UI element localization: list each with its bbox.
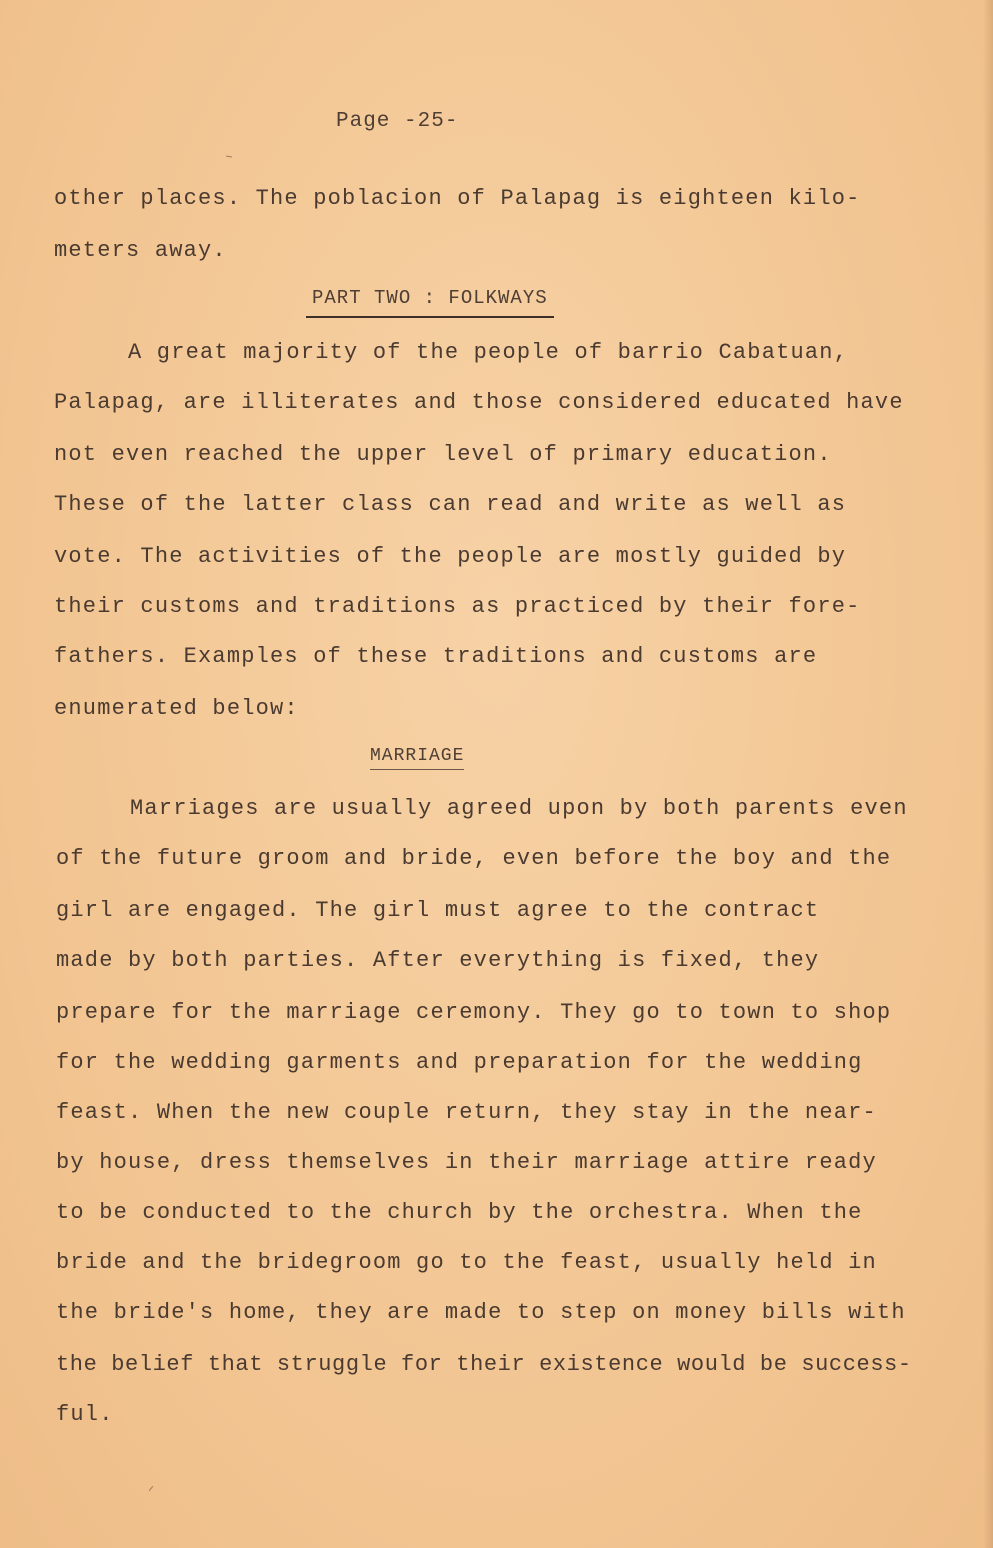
body-line: the belief that struggle for their existence would be success- (56, 1352, 912, 1377)
body-line: fathers. Examples of these traditions and customs are (54, 644, 818, 669)
body-line: Marriages are usually agreed upon by both parents even (130, 796, 908, 821)
intro-line: other places. The poblacion of Palapag is eighteen kilo- (54, 186, 861, 211)
stray-pencil-mark (149, 1486, 154, 1491)
body-line: by house, dress themselves in their marriage attire ready (56, 1150, 877, 1175)
body-line: not even reached the upper level of primary education. (54, 442, 832, 467)
body-line: the bride's home, they are made to step on money bills with (56, 1300, 906, 1325)
page-number: Page -25- (336, 110, 459, 133)
body-line: prepare for the marriage ceremony. They go to town to shop (56, 1000, 892, 1025)
body-line: enumerated below: (54, 696, 299, 721)
body-line: to be conducted to the church by the orchestra. When the (56, 1200, 863, 1225)
body-line: of the future groom and bride, even before the boy and the (56, 846, 892, 871)
body-line: vote. The activities of the people are mostly guided by (54, 544, 847, 569)
section-heading: PART TWO : FOLKWAYS (312, 287, 548, 309)
body-line: bride and the bridegroom go to the feast, usually held in (56, 1250, 877, 1275)
body-line: These of the latter class can read and write as well as (54, 492, 847, 517)
body-line: ful. (56, 1402, 114, 1427)
body-line: Palapag, are illiterates and those considered educated have (54, 390, 904, 415)
body-line: A great majority of the people of barrio Cabatuan, (128, 340, 849, 365)
intro-line: meters away. (54, 238, 227, 263)
body-line: girl are engaged. The girl must agree to the contract (56, 898, 820, 923)
subheading-marriage: MARRIAGE (370, 746, 465, 766)
body-line: their customs and traditions as practiced by their fore- (54, 594, 861, 619)
stray-pencil-mark (226, 155, 232, 157)
body-line: feast. When the new couple return, they stay in the near- (56, 1100, 877, 1125)
body-line: made by both parties. After everything is fixed, they (56, 948, 820, 973)
body-line: for the wedding garments and preparation for the wedding (56, 1050, 863, 1075)
page-edge-shadow (983, 0, 993, 1548)
